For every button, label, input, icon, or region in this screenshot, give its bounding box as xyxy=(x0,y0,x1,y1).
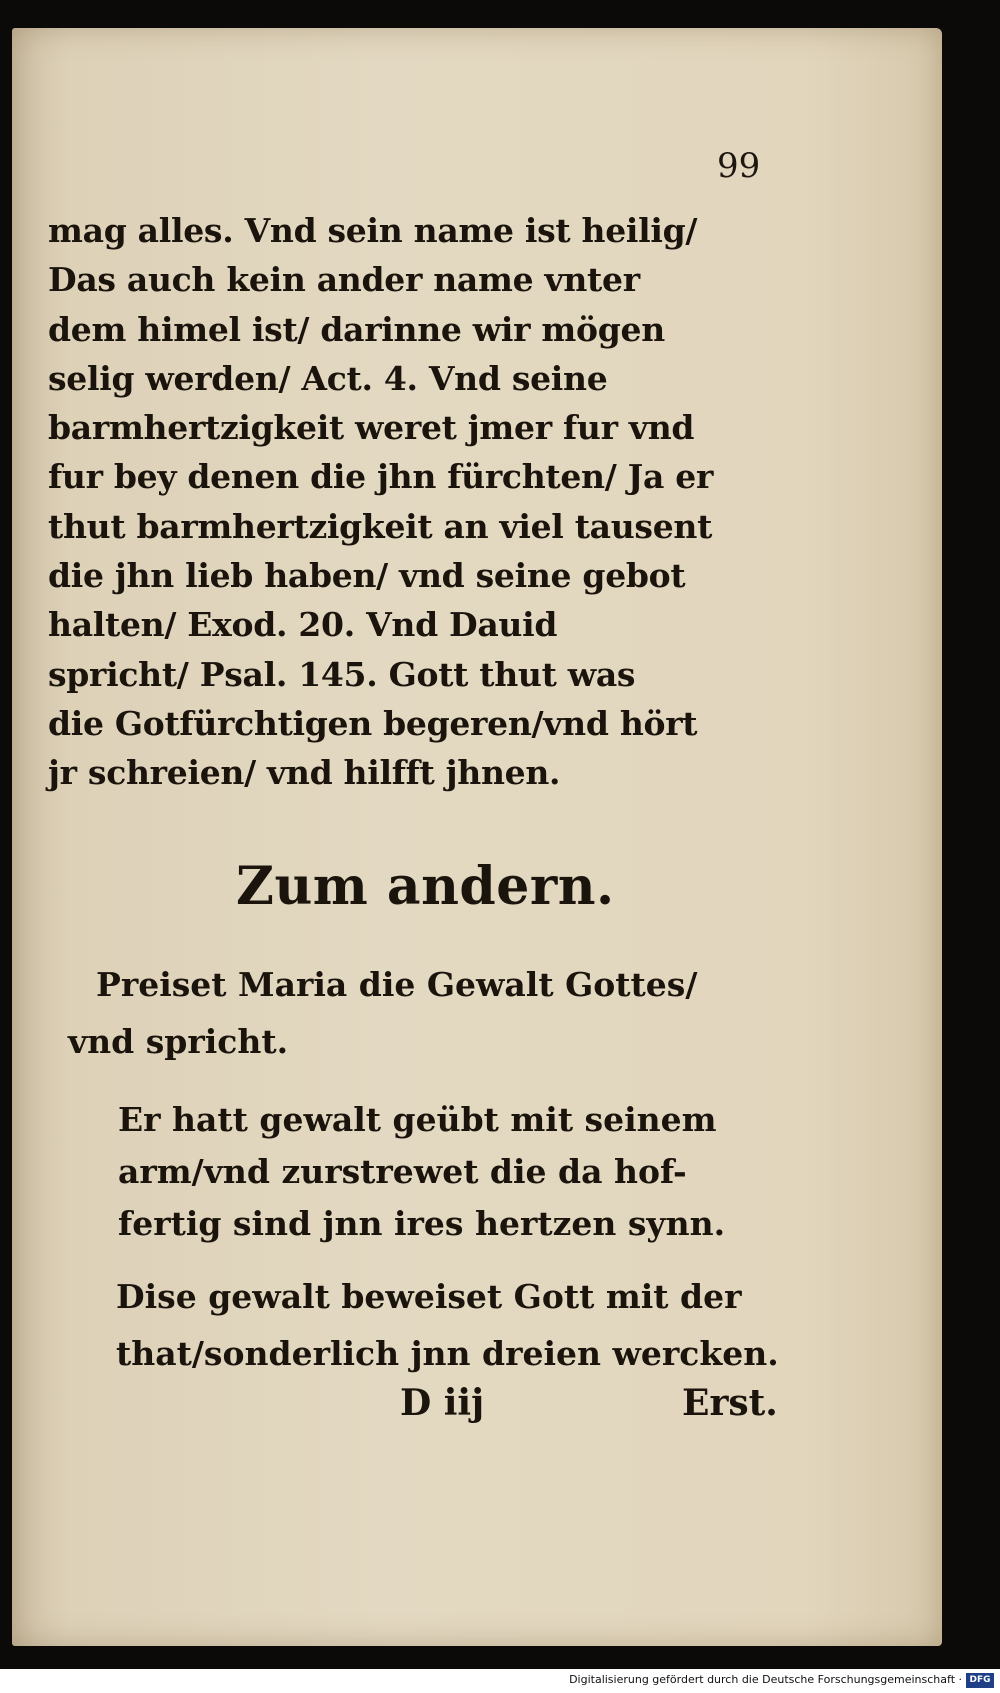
body-line: Das auch kein ander name vnter xyxy=(48,260,640,300)
dfg-logo: DFG xyxy=(966,1673,994,1688)
intro-line: vnd spricht. xyxy=(68,1022,289,1061)
page-number: 99 xyxy=(717,146,761,186)
quote-line: fertig sind jnn ires hertzen synn. xyxy=(118,1204,726,1243)
quote-line: arm/vnd zurstrewet die da hof- xyxy=(118,1152,687,1191)
intro-line: Preiset Maria die Gewalt Gottes/ xyxy=(96,965,698,1004)
funding-credit: Digitalisierung gefördert durch die Deutsche Forschungsgemeinschaft · xyxy=(569,1673,962,1686)
body-line: mag alles. Vnd sein name ist heilig/ xyxy=(48,211,698,250)
body-line: jr schreien/ vnd hilfft jhnen. xyxy=(48,753,561,793)
body-line: dem himel ist/ darinne wir mögen xyxy=(48,309,665,349)
signature-mark: D iij xyxy=(400,1382,485,1424)
body-line: barmhertzigkeit weret jmer fur vnd xyxy=(48,408,695,448)
body-text xyxy=(48,206,713,798)
body-line: die Gotfürchtigen begeren/vnd hört xyxy=(48,703,698,743)
body-line: halten/ Exod. 20. Vnd Dauid xyxy=(48,605,558,645)
body-line: die jhn lieb haben/ vnd seine gebot xyxy=(48,556,686,596)
catchword: Erst. xyxy=(682,1382,778,1424)
credit-footer xyxy=(0,1669,1000,1693)
body-line: selig werden/ Act. 4. Vnd seine xyxy=(48,358,608,398)
body-line: thut barmhertzigkeit an viel tausent xyxy=(48,506,713,546)
body-line: spricht/ Psal. 145. Gott thut was xyxy=(48,654,636,694)
closing-line: Dise gewalt beweiset Gott mit der xyxy=(116,1277,742,1316)
closing-text xyxy=(116,1268,779,1382)
scripture-quote xyxy=(118,1094,725,1250)
section-heading: Zum andern. xyxy=(236,856,615,917)
book-page xyxy=(12,28,942,1646)
closing-line: that/sonderlich jnn dreien wercken. xyxy=(116,1334,779,1373)
intro-text xyxy=(68,956,698,1070)
quote-line: Er hatt gewalt geübt mit seinem xyxy=(118,1100,717,1139)
body-line: fur bey denen die jhn fürchten/ Ja er xyxy=(48,457,714,497)
